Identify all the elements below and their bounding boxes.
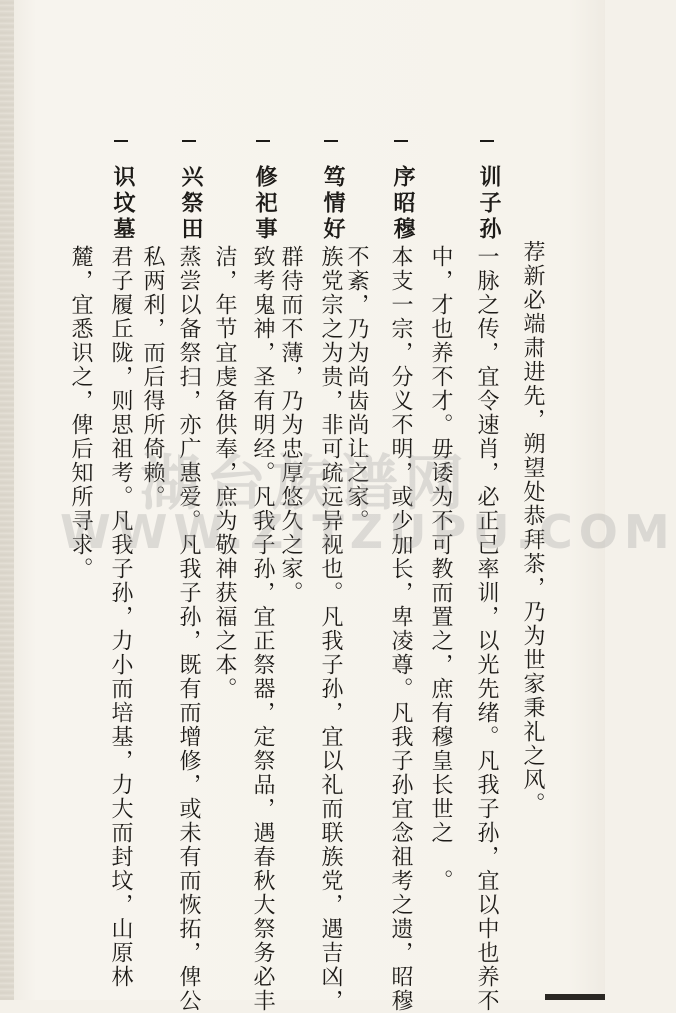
watermark-url: WWW.ZITZUPU.COM <box>60 505 676 559</box>
binding-edge <box>0 0 14 1000</box>
section-marker-4 <box>256 140 270 142</box>
section-marker-5 <box>182 140 196 142</box>
section-heading-2: 序昭穆 <box>390 165 416 243</box>
text-column-9: 蒸尝以备祭扫，亦广惠爱。凡我子孙，既有而增修，或未有而恢拓，俾公 <box>176 245 201 1013</box>
section-heading-4: 修祀事 <box>252 165 278 243</box>
text-column-2: 中，才也养不才。毋诿为不可教而置之，庶有穆皇长世之 。 <box>428 245 453 893</box>
text-column-5: 族党宗之为贵，非可疏远异视也。凡我子孙，宜以礼而联族党，遇吉凶， <box>318 245 343 1013</box>
section-heading-3: 笃情好 <box>320 165 346 243</box>
section-marker-2 <box>394 140 408 142</box>
text-column-3: 本支一宗，分义不明，或少加长，卑凌尊。凡我子孙宜念祖考之遗，昭穆 <box>388 245 413 1013</box>
watermark-chinese: 湖台族谱网 <box>140 449 470 519</box>
text-column-12: 麓，宜悉识之，俾后知所寻求。 <box>68 245 93 581</box>
section-marker-1 <box>480 140 494 142</box>
text-column-4: 不紊，乃为尚齿尚让之家。 <box>344 245 369 533</box>
section-heading-5: 兴祭田 <box>178 165 204 243</box>
text-column-6: 群待而不薄，乃为忠厚悠久之家。 <box>278 245 303 605</box>
text-column-10: 私两利，而后得所倚赖。 <box>140 245 165 509</box>
section-marker-3 <box>324 140 338 142</box>
section-marker-6 <box>114 140 128 142</box>
section-heading-6: 识坟墓 <box>110 165 136 243</box>
text-column-11: 君子履丘陇，则思祖考。凡我子孙，力小而培基，力大而封坟，山原林 <box>108 245 133 989</box>
text-column-8: 洁，年节宜虔备供奉，庶为敬神获福之本。 <box>212 245 237 701</box>
text-column-7: 致考鬼神，圣有明经。凡我子孙，宜正祭器，定祭品，遇春秋大祭务必丰 <box>250 245 275 1013</box>
text-column-0: 荐新必端肃进先，朔望处恭拜茶，乃为世家秉礼之风。 <box>520 240 545 816</box>
page-corner-mark <box>545 994 605 1000</box>
text-column-1: 一脉之传，宜令速肖，必正己率训，以光先绪。凡我子孙，宜以中也养不 <box>474 245 499 1013</box>
section-heading-1: 训子孙 <box>476 165 502 243</box>
